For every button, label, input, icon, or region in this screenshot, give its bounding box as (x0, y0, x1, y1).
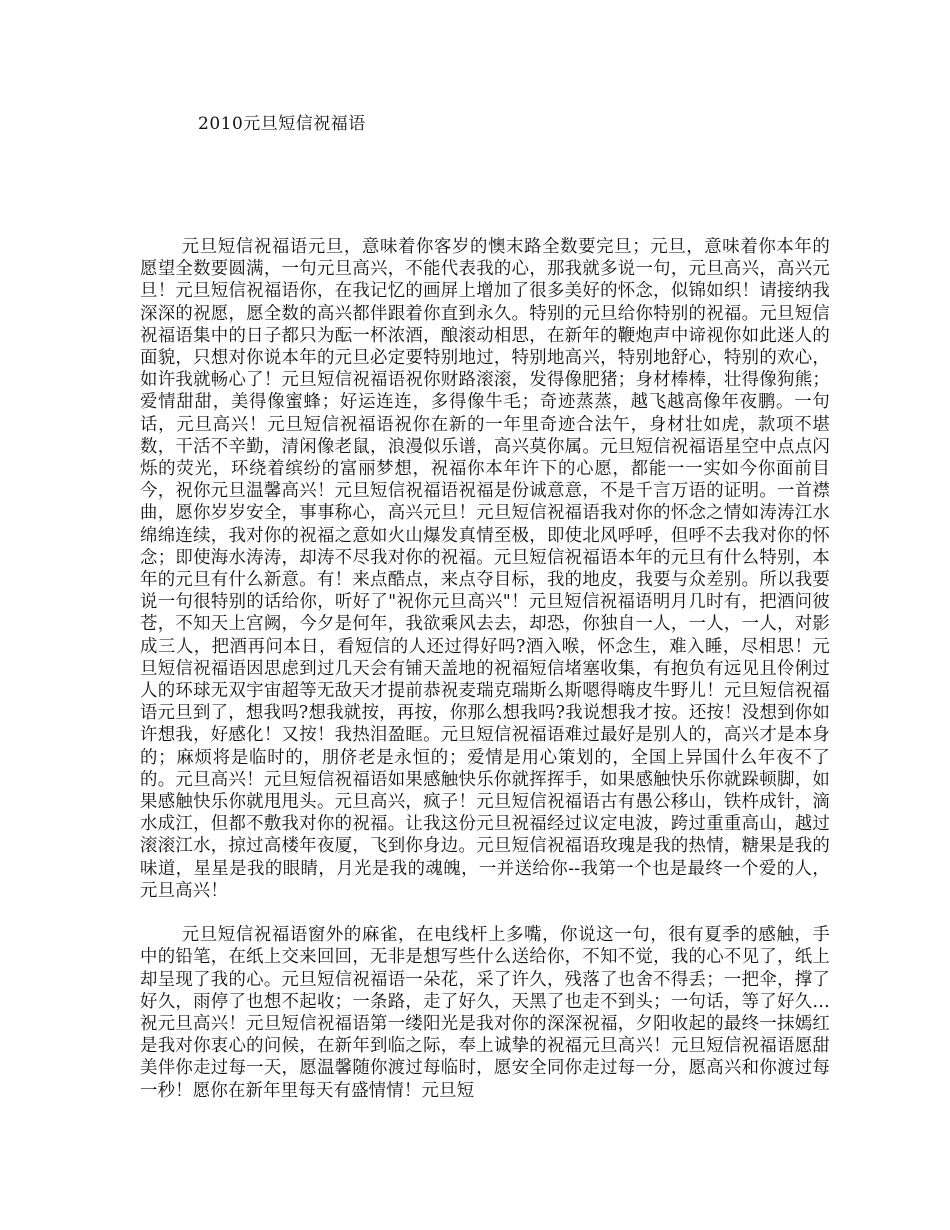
paragraph-2: 元旦短信祝福语窗外的麻雀，在电线杆上多嘴，你说这一句，很有夏季的感触，手中的铅笔，在纸上交来回回，无非是想写些什么送给你，不知不觉，我的心不见了，纸上却呈现了我的心。元旦短信祝福语一朵花，采了许久，残落了也舍不得丢；一把伞，撑了好久，雨停了也想不起收；一条路，走了好久，天黑了也走不到头；一句话，等了好久…祝元旦高兴！元旦短信祝福语第一缕阳光是我对你的深深祝福，夕阳收起的最终一抹嫣红是我对你衷心的问候，在新年到临之际，奉上诚挚的祝福元旦高兴！元旦短信祝福语愿甜美伴你走过每一天，愿温馨随你渡过每临时，愿安全同你走过每一分，愿高兴和你渡过每一秒！愿你在新年里每天有盛情情！元旦短 (140, 925, 830, 1101)
document-title: 2010元旦短信祝福语 (198, 114, 366, 134)
document-body (140, 236, 830, 1102)
paragraph-1: 元旦短信祝福语元旦，意味着你客岁的懊末路全数要完旦；元旦，意味着你本年的愿望全数要圆满，一句元旦高兴，不能代表我的心，那我就多说一句，元旦高兴，高兴元旦！元旦短信祝福语你，在我记忆的画屏上增加了很多美好的怀念，似锦如织！请接纳我深深的祝愿，愿全数的高兴都伴跟着你直到永久。特别的元旦给你特别的祝福。元旦短信祝福语集中的日子都只为酝一杯浓酒，酿滚动相思，在新年的鞭炮声中谛视你如此迷人的面貌，只想对你说本年的元旦必定要特别地过，特别地高兴，特别地舒心，特别的欢心，如许我就畅心了！元旦短信祝福语祝你财路滚滚，发得像肥猪；身材棒棒，壮得像狗熊；爱情甜甜，美得像蜜蜂；好运连连，多得像牛毛；奇迹蒸蒸，越飞越高像年夜鹏。一句话，元旦高兴！元旦短信祝福语祝你在新的一年里奇迹合法午，身材壮如虎，款项不堪数，干活不辛勤，清闲像老鼠，浪漫似乐谱，高兴莫你属。元旦短信祝福语星空中点点闪烁的荧光，环绕着缤纷的富丽梦想，祝福你本年许下的心愿，都能一一实如今你面前目今，祝你元旦温馨高兴！元旦短信祝福语祝福是份诚意意，不是千言万语的证明。一首襟曲，愿你岁岁安全，事事称心，高兴元旦！元旦短信祝福语我对你的怀念之情如涛涛江水绵绵连续，我对你的祝福之意如火山爆发真情至极，即使北风呼呼，但呼不去我对你的怀念；即使海水涛涛，却涛不尽我对你的祝福。元旦短信祝福语本年的元旦有什么特别，本年的元旦有什么新意。有！来点酷点，来点夺目标，我的地皮，我要与众差别。所以我要说一句很特别的话给你，听好了"祝你元旦高兴"！元旦短信祝福语明月几时有，把酒问彼苍，不知天上宫阙，今夕是何年，我欲乘风去去，却恐，你独自一人，一人，一人，对影成三人，把酒再问本日，看短信的人还过得好吗?酒入喉，怀念生，难入睡，尽相思！元旦短信祝福语因思虑到过几天会有铺天盖地的祝福短信堵塞收集，有抱负有远见且伶俐过人的环球无双宇宙超等无敌天才提前恭祝麦瑞克瑞斯么斯嗯得嗨皮牛野儿！元旦短信祝福语元旦到了，想我吗?想我就按，再按，你那么想我吗?我说想我才按。还按！没想到你如许想我，好感化！又按！我热泪盈眶。元旦短信祝福语难过最好是别人的，高兴才是本身的；麻烦将是临时的，朋侪老是永恒的；爱情是用心策划的，全国上异国什么年夜不了的。元旦高兴！元旦短信祝福语如果感触快乐你就挥挥手，如果感触快乐你就跺顿脚，如果感触快乐你就甩甩头。元旦高兴，疯子！元旦短信祝福语古有愚公移山，铁杵成针，滴水成江，但都不敷我对你的祝福。让我这份元旦祝福经过议定电波，跨过重重高山，越过滚滚江水，掠过高楼年夜厦，飞到你身边。元旦短信祝福语玫瑰是我的热情，糖果是我的味道，星星是我的眼睛，月光是我的魂魄，一并送给你--我第一个也是最终一个爱的人，元旦高兴！ (140, 237, 830, 901)
